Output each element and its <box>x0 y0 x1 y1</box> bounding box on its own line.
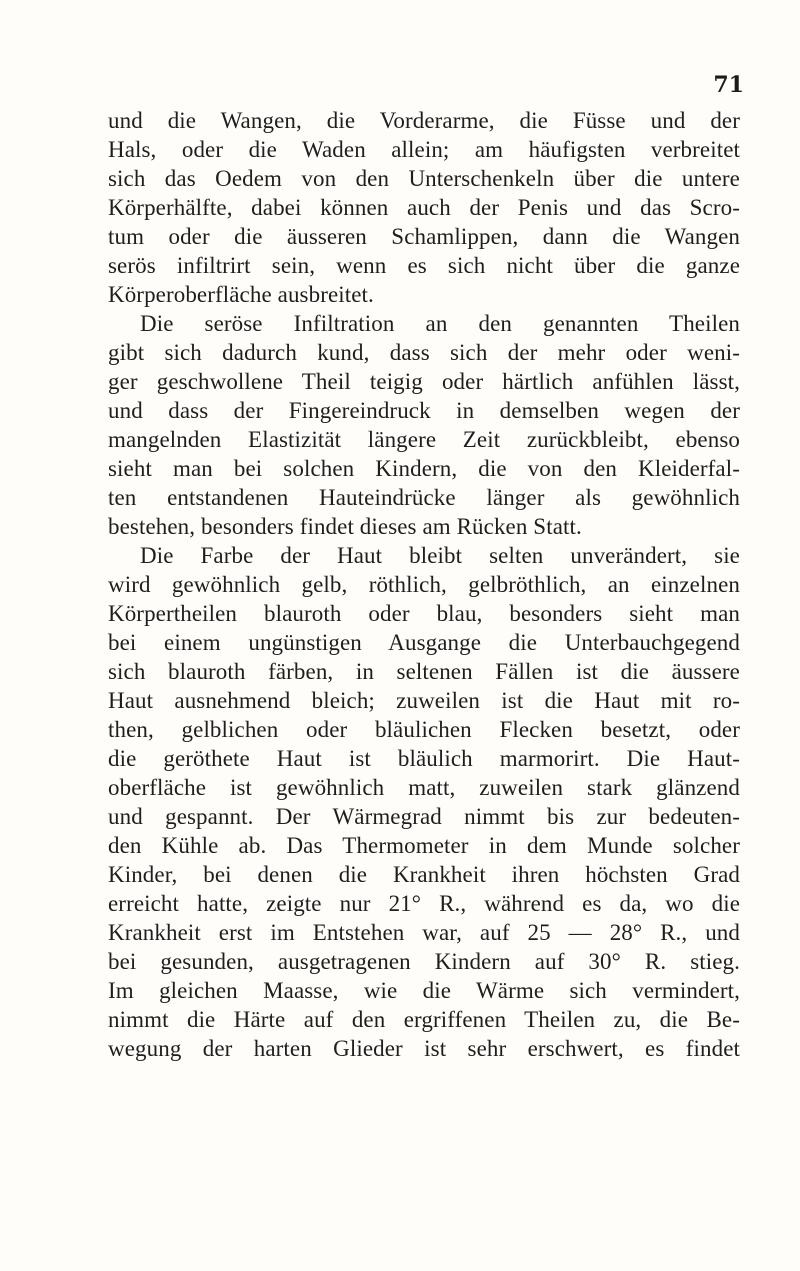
text-line: mangelnden Elastizität längere Zeit zurückbleibt, ebenso <box>108 427 740 452</box>
text-line: Krankheit erst im Entstehen war, auf 25 — 28° R., und <box>108 920 740 945</box>
body-text <box>108 106 740 1063</box>
text-line: Haut ausnehmend bleich; zuweilen ist die Haut mit ro- <box>108 688 740 713</box>
text-line: ten entstandenen Hauteindrücke länger als gewöhnlich <box>108 485 740 510</box>
text-line: bestehen, besonders findet dieses am Rücken Statt. <box>108 514 582 539</box>
text-line: nimmt die Härte auf den ergriffenen Theilen zu, die Be- <box>108 1007 740 1032</box>
text-line: Körpertheilen blauroth oder blau, besonders sieht man <box>108 601 740 626</box>
text-line: Die seröse Infiltration an den genannten Theilen <box>140 311 740 336</box>
text-line: sieht man bei solchen Kindern, die von den Kleiderfal- <box>108 456 740 481</box>
text-line: then, gelblichen oder bläulichen Flecken besetzt, oder <box>108 717 740 742</box>
text-line: sich das Oedem von den Unterschenkeln über die untere <box>108 166 740 191</box>
text-line: wegung der harten Glieder ist sehr erschwert, es findet <box>108 1036 740 1061</box>
text-line: und dass der Fingereindruck in demselben wegen der <box>108 398 740 423</box>
text-line: Die Farbe der Haut bleibt selten unverändert, sie <box>140 543 740 568</box>
text-line: tum oder die äusseren Schamlippen, dann die Wangen <box>108 224 740 249</box>
text-line: bei gesunden, ausgetragenen Kindern auf 30° R. stieg. <box>108 949 740 974</box>
text-line: wird gewöhnlich gelb, röthlich, gelbröthlich, an einzelnen <box>108 572 740 597</box>
text-line: Körperoberfläche ausbreitet. <box>108 282 374 307</box>
text-line: serös infiltrirt sein, wenn es sich nicht über die ganze <box>108 253 740 278</box>
text-line: oberfläche ist gewöhnlich matt, zuweilen stark glänzend <box>108 775 740 800</box>
text-line: sich blauroth färben, in seltenen Fällen ist die äussere <box>108 659 740 684</box>
text-line: ger geschwollene Theil teigig oder härtlich anfühlen lässt, <box>108 369 740 394</box>
text-line: Im gleichen Maasse, wie die Wärme sich vermindert, <box>108 978 740 1003</box>
text-line: erreicht hatte, zeigte nur 21° R., während es da, wo die <box>108 891 740 916</box>
page-number: 71 <box>713 72 744 98</box>
text-line: Körperhälfte, dabei können auch der Penis und das Scro- <box>108 195 740 220</box>
text-line: Kinder, bei denen die Krankheit ihren höchsten Grad <box>108 862 740 887</box>
text-line: Hals, oder die Waden allein; am häufigsten verbreitet <box>108 137 740 162</box>
text-line: und die Wangen, die Vorderarme, die Füsse und der <box>108 108 740 133</box>
text-line: und gespannt. Der Wärmegrad nimmt bis zur bedeuten- <box>108 804 740 829</box>
text-line: die geröthete Haut ist bläulich marmorirt. Die Haut- <box>108 746 740 771</box>
text-line: bei einem ungünstigen Ausgange die Unterbauchgegend <box>108 630 740 655</box>
text-line: den Kühle ab. Das Thermometer in dem Munde solcher <box>108 833 740 858</box>
text-line: gibt sich dadurch kund, dass sich der mehr oder weni- <box>108 340 740 365</box>
